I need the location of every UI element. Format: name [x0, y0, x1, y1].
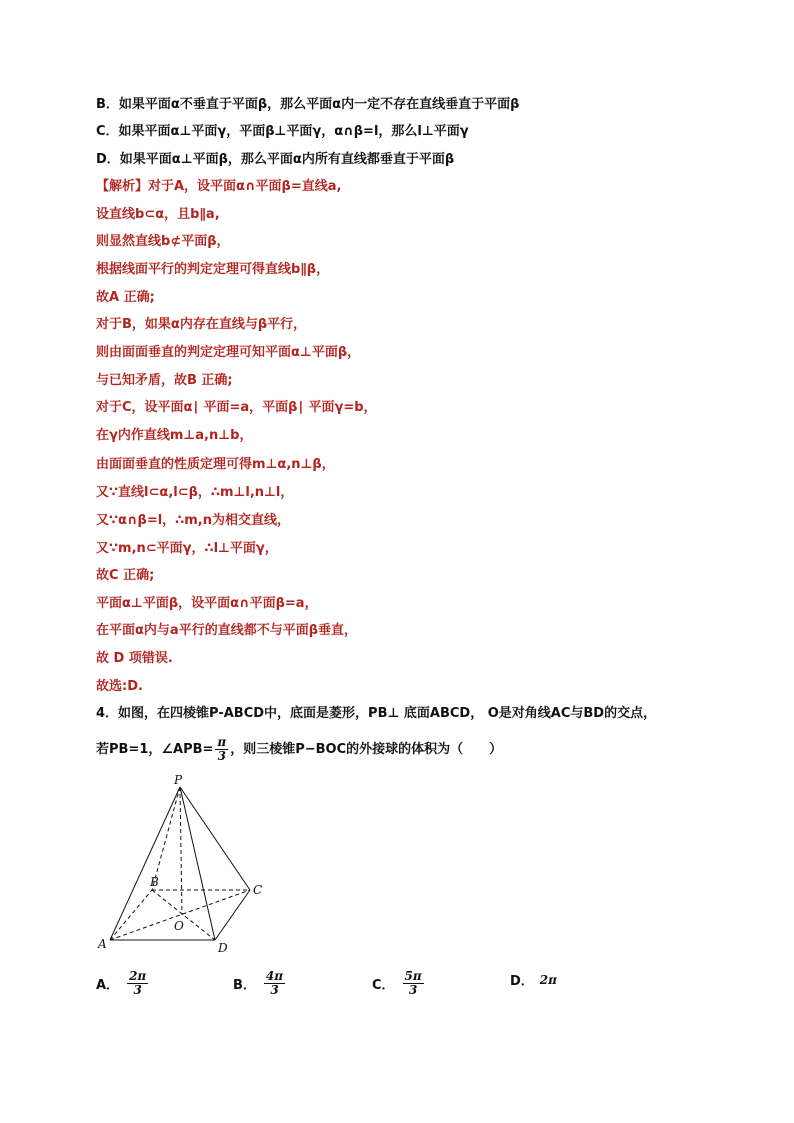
solution-line-12: 又∵直线l⊂α,l⊂β，∴m⊥l,n⊥l， — [96, 485, 294, 500]
solution-line-15: 故C 正确; — [96, 568, 155, 583]
solution-line-13: 又∵α∩β=l，∴m,n为相交直线， — [96, 513, 290, 528]
solution-line-6: 对于B，如果α内存在直线与β平行， — [96, 317, 307, 332]
solution-line-16: 平面α⊥平面β，设平面α∩平面β=a， — [96, 596, 318, 611]
segment-PO — [180, 787, 182, 915]
answer-option-a-den: 3 — [133, 983, 142, 997]
answer-option-b[interactable] — [233, 970, 287, 997]
answer-option-b-num: 4π — [265, 969, 284, 983]
solution-line-17: 在平面α内与a平行的直线都不与平面β垂直， — [96, 623, 358, 638]
label-D: D — [218, 941, 228, 955]
solution-line-4: 根据线面平行的判定定理可得直线b∥β， — [96, 262, 330, 277]
answer-option-a-num: 2π — [129, 969, 147, 983]
pyramid-figure — [90, 772, 290, 962]
answer-option-d-value: 2π — [539, 972, 557, 987]
label-A: A — [98, 937, 107, 951]
answer-option-c-num: 5π — [404, 969, 422, 983]
label-P: P — [174, 773, 183, 787]
answer-option-a[interactable] — [96, 970, 150, 997]
option-b-prev: B．如果平面α不垂直于平面β，那么平面α内一定不存在直线垂直于平面β — [96, 97, 520, 112]
answer-option-b-frac — [264, 970, 285, 997]
solution-line-9: 对于C，设平面α∣ 平面=a，平面β∣ 平面γ=b， — [96, 400, 377, 415]
answer-option-a-frac — [127, 970, 148, 997]
angle-fraction — [215, 736, 228, 763]
answer-option-c-label: C． — [372, 978, 395, 993]
question-4-condition — [96, 736, 502, 763]
solution-line-7: 则由面面垂直的判定定理可知平面α⊥平面β， — [96, 345, 361, 360]
solution-line-2: 设直线b⊂α，且b∥a, — [96, 207, 220, 222]
solution-line-11: 由面面垂直的性质定理可得m⊥α,n⊥β， — [96, 457, 335, 472]
option-d-prev: D．如果平面α⊥平面β，那么平面α内所有直线都垂直于平面β — [96, 152, 455, 167]
edge-DC — [215, 890, 250, 940]
solution-line-14: 又∵m,n⊂平面γ，∴l⊥平面γ， — [96, 541, 278, 556]
answer-option-d-label: D． — [510, 974, 534, 989]
option-c-prev: C．如果平面α⊥平面γ，平面β⊥平面γ，α∩β=l，那么l⊥平面γ — [96, 124, 469, 139]
condition-text-a: 若PB=1，∠APB= — [96, 741, 214, 757]
edge-PD — [180, 787, 215, 940]
solution-line-8: 与已知矛盾，故B 正确; — [96, 373, 233, 388]
angle-fraction-den: 3 — [217, 749, 226, 763]
question-4-stem: 4．如图，在四棱锥P-ABCD中，底面是菱形，PB⊥ 底面ABCD， O是对角线AC与BD的交点， — [96, 706, 657, 721]
solution-line-1: 【解析】对于A，设平面α∩平面β=直线a, — [96, 179, 342, 194]
label-C: C — [253, 883, 263, 897]
answer-option-c-den: 3 — [408, 983, 418, 997]
solution-line-3: 则显然直线b⊄平面β， — [96, 234, 230, 249]
label-B: B — [150, 875, 159, 889]
edge-PA — [110, 787, 180, 940]
solution-line-10: 在γ内作直线m⊥a,n⊥b， — [96, 428, 253, 443]
answer-option-b-label: B． — [233, 978, 256, 993]
answer-option-b-den: 3 — [270, 983, 279, 997]
solution-line-5: 故A 正确; — [96, 290, 155, 305]
answer-option-c-frac — [403, 970, 424, 997]
answer-option-c[interactable] — [372, 970, 426, 997]
answer-option-a-label: A． — [96, 978, 120, 993]
angle-fraction-num: π — [217, 735, 227, 749]
condition-text-b: ，则三棱锥P−BOC的外接球的体积为（ ） — [230, 741, 503, 757]
edge-PC — [180, 787, 250, 890]
label-O: O — [174, 919, 184, 933]
solution-line-18: 故 D 项错误. — [96, 651, 173, 666]
solution-line-19: 故选:D. — [96, 679, 143, 694]
answer-option-d[interactable] — [510, 970, 557, 989]
